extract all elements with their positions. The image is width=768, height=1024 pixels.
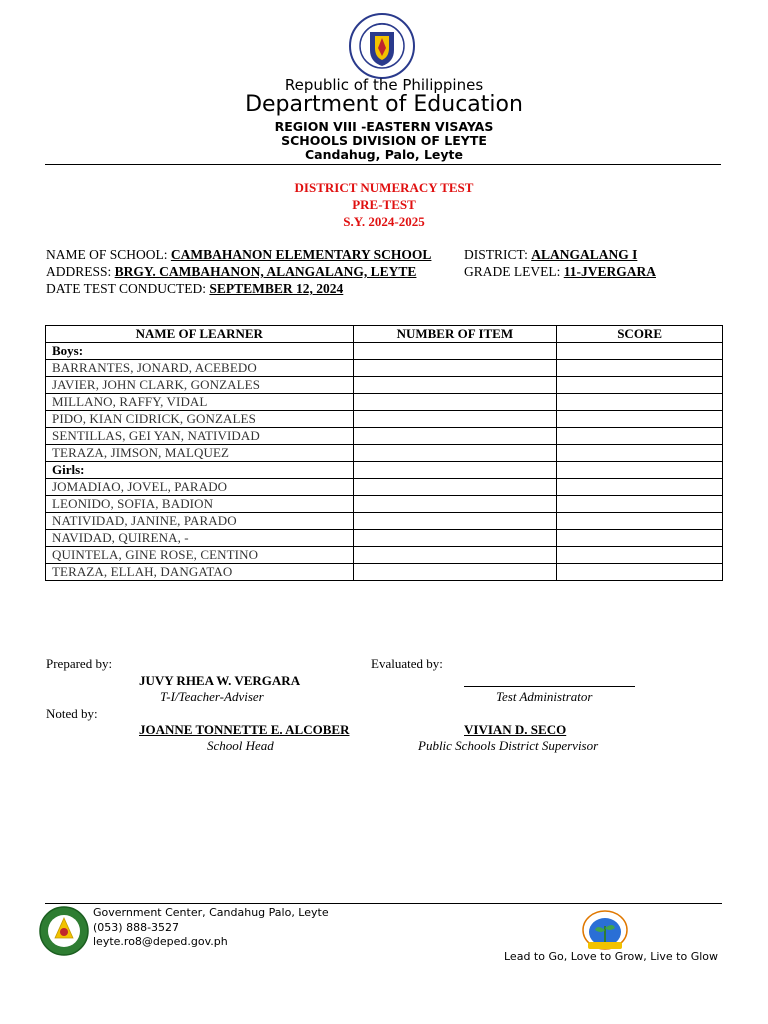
score-cell — [557, 360, 723, 377]
prepared-title: T-I/Teacher-Adviser — [160, 689, 264, 704]
school-year: S.Y. 2024-2025 — [343, 214, 425, 229]
footer-address: Government Center, Candahug Palo, Leyte — [93, 906, 329, 919]
score-cell — [557, 445, 723, 462]
supervisor-title: Public Schools District Supervisor — [418, 738, 599, 753]
learner-name: QUINTELA, GINE ROSE, CENTINO — [46, 547, 354, 564]
test-type: PRE-TEST — [352, 197, 416, 212]
location-heading: Candahug, Palo, Leyte — [304, 147, 463, 162]
score-cell — [557, 479, 723, 496]
column-header-items: NUMBER OF ITEM — [353, 326, 557, 343]
item-count-cell — [353, 445, 557, 462]
boys-label: Boys: — [46, 343, 354, 360]
item-count-cell — [353, 428, 557, 445]
region-heading: REGION VIII -EASTERN VISAYAS — [274, 119, 494, 134]
division-heading: SCHOOLS DIVISION OF LEYTE — [281, 133, 487, 148]
table-cell — [557, 462, 723, 479]
item-count-cell — [353, 530, 557, 547]
table-row — [46, 411, 723, 428]
date-label: DATE TEST CONDUCTED: — [46, 281, 207, 296]
division-seal-logo — [38, 905, 90, 957]
learner-name: NAVIDAD, QUIRENA, - — [46, 530, 354, 547]
item-count-cell — [353, 547, 557, 564]
table-header-row — [46, 326, 723, 343]
table-cell — [353, 343, 557, 360]
school-info-line — [46, 247, 431, 263]
deped-seal-logo — [348, 12, 416, 80]
date-info-line — [46, 281, 343, 297]
item-count-cell — [353, 394, 557, 411]
header-divider — [45, 164, 721, 165]
district-label: DISTRICT: — [464, 247, 528, 262]
learner-name: TERAZA, ELLAH, DANGATAO — [46, 564, 354, 581]
head-title: School Head — [207, 738, 274, 753]
evaluator-signature-line — [464, 686, 635, 687]
grade-info — [464, 264, 656, 280]
noted-label: Noted by: — [46, 706, 98, 721]
district-value: ALANGALANG I — [531, 247, 638, 262]
score-cell — [557, 411, 723, 428]
prepared-name: JUVY RHEA W. VERGARA — [139, 673, 301, 688]
learner-name: MILLANO, RAFFY, VIDAL — [46, 394, 354, 411]
table-row — [46, 360, 723, 377]
column-header-learner: NAME OF LEARNER — [46, 326, 354, 343]
table-row — [46, 530, 723, 547]
district-info — [464, 247, 637, 263]
footer-contact — [93, 906, 329, 950]
footer-divider — [45, 903, 722, 904]
republic-heading: Republic of the Philippines — [284, 76, 484, 94]
learner-name: SENTILLAS, GEI YAN, NATIVIDAD — [46, 428, 354, 445]
score-cell — [557, 496, 723, 513]
learner-name: JAVIER, JOHN CLARK, GONZALES — [46, 377, 354, 394]
table-row — [46, 496, 723, 513]
score-cell — [557, 513, 723, 530]
score-cell — [557, 564, 723, 581]
score-cell — [557, 530, 723, 547]
table-row — [46, 564, 723, 581]
address-label: ADDRESS: — [46, 264, 112, 279]
motto-emblem-logo — [580, 910, 630, 952]
grade-value: 11-JVERGARA — [563, 264, 656, 279]
learner-name: TERAZA, JIMSON, MALQUEZ — [46, 445, 354, 462]
item-count-cell — [353, 377, 557, 394]
column-header-score: SCORE — [557, 326, 723, 343]
girls-group-row — [46, 462, 723, 479]
department-heading: Department of Education — [245, 92, 523, 117]
evaluated-label: Evaluated by: — [371, 656, 443, 671]
grade-label: GRADE LEVEL: — [464, 264, 561, 279]
footer-motto: Lead to Go, Love to Grow, Live to Glow — [504, 950, 719, 963]
table-row — [46, 445, 723, 462]
school-value: CAMBAHANON ELEMENTARY SCHOOL — [170, 247, 432, 262]
prepared-label: Prepared by: — [46, 656, 113, 671]
footer-email: leyte.ro8@deped.gov.ph — [93, 935, 228, 948]
school-label: NAME OF SCHOOL: — [46, 247, 168, 262]
girls-label: Girls: — [46, 462, 354, 479]
head-name: JOANNE TONNETTE E. ALCOBER — [139, 722, 350, 737]
table-row — [46, 377, 723, 394]
table-cell — [353, 462, 557, 479]
score-cell — [557, 547, 723, 564]
learner-name: PIDO, KIAN CIDRICK, GONZALES — [46, 411, 354, 428]
item-count-cell — [353, 513, 557, 530]
address-value: BRGY. CAMBAHANON, ALANGALANG, LEYTE — [114, 264, 417, 279]
table-row — [46, 394, 723, 411]
score-cell — [557, 377, 723, 394]
footer-phone: (053) 888-3527 — [93, 920, 180, 934]
item-count-cell — [353, 360, 557, 377]
date-value: SEPTEMBER 12, 2024 — [209, 281, 344, 296]
table-row — [46, 513, 723, 530]
evaluated-title: Test Administrator — [496, 689, 593, 704]
learner-name: LEONIDO, SOFIA, BADION — [46, 496, 354, 513]
test-title: DISTRICT NUMERACY TEST — [294, 180, 474, 195]
score-cell — [557, 394, 723, 411]
learner-table — [45, 325, 723, 581]
supervisor-name: VIVIAN D. SECO — [464, 722, 567, 737]
item-count-cell — [353, 479, 557, 496]
boys-group-row — [46, 343, 723, 360]
address-info-line — [46, 264, 416, 280]
learner-name: BARRANTES, JONARD, ACEBEDO — [46, 360, 354, 377]
table-row — [46, 479, 723, 496]
learner-name: JOMADIAO, JOVEL, PARADO — [46, 479, 354, 496]
table-row — [46, 428, 723, 445]
item-count-cell — [353, 564, 557, 581]
item-count-cell — [353, 411, 557, 428]
learner-name: NATIVIDAD, JANINE, PARADO — [46, 513, 354, 530]
score-cell — [557, 428, 723, 445]
table-row — [46, 547, 723, 564]
table-cell — [557, 343, 723, 360]
item-count-cell — [353, 496, 557, 513]
